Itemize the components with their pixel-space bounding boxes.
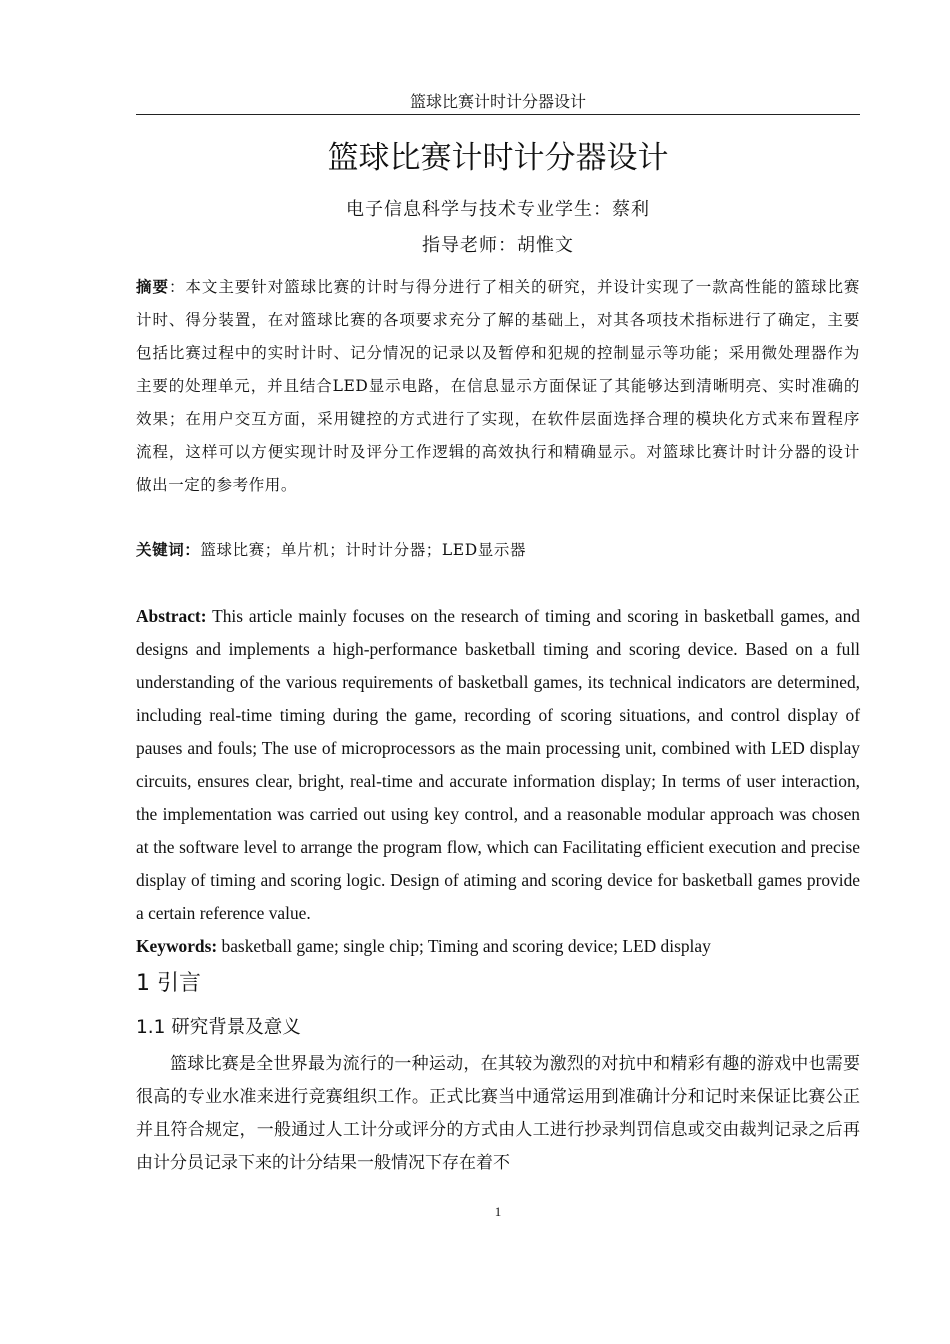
page-number: 1 [494, 1204, 502, 1219]
chinese-abstract-label: 摘要 [136, 277, 169, 296]
english-keywords [136, 930, 860, 963]
chinese-abstract-text: 本文主要针对篮球比赛的计时与得分进行了相关的研究，并设计实现了一款高性能的篮球比赛计时、得分装置，在对篮球比赛的各项要求充分了解的基础上，对其各项技术指标进行了确定，主要包括比赛过程中的实时计时、记分情况的记录以及暂停和犯规的控制显示等功能；采用微处理器作为主要的处理单元，并且结合LED显示电路，在信息显示方面保证了其能够达到清晰明亮、实时准确的效果；在用户交互方面，采用键控的方式进行了实现，在软件层面选择合理的模块化方式来布置程序流程，这样可以方便实现计时及评分工作逻辑的高效执行和精确显示。对篮球比赛计时计分器的设计做出一定的参考作用。 [136, 278, 861, 494]
english-abstract-text: This article mainly focuses on the research of timing and scoring in basketball games, and designs and implements a high-performance basketball timing and scoring device. Based on a full understanding of the various requirements of basketball games, its technical indicators are determined, including real-time timing during the game, recording of scoring situations, and control display of pauses and fouls; The use of microprocessors as the main processing unit, combined with LED display circuits, ensures clear, bright, real-time and accurate information display; In terms of user interaction, the implementation was carried out using key control, and a reasonable modular approach was chosen at the software level to arrange the program flow, which can Facilitating efficient execution and precise display of timing and scoring logic. Design of atiming and scoring device for basketball games provide a certain reference value. [136, 606, 860, 923]
paper-title: 篮球比赛计时计分器设计 [327, 140, 669, 176]
english-abstract [136, 600, 860, 930]
running-header: 篮球比赛计时计分器设计 [409, 92, 586, 111]
chinese-keywords [136, 533, 860, 567]
advisor-line: 指导老师：胡惟文 [422, 235, 574, 256]
body-paragraph: 篮球比赛是全世界最为流行的一种运动，在其较为激烈的对抗中和精彩有趣的游戏中也需要很高的专业水准来进行竞赛组织工作。正式比赛当中通常运用到准确计分和记时来保证比赛公正并且符合规定，一般通过人工计分或评分的方式由人工进行抄录判罚信息或交由裁判记录之后再由计分员记录下来的计分结果一般情况下存在着不 [136, 1054, 860, 1173]
english-keywords-label: Keywords: [136, 936, 218, 956]
chinese-abstract [136, 270, 860, 502]
header-divider [136, 114, 860, 115]
chinese-keywords-text: 篮球比赛；单片机；计时计分器；LED显示器 [200, 541, 527, 559]
chinese-abstract-separator: ： [168, 278, 186, 296]
english-keywords-text: basketball game; single chip; Timing and scoring device; LED display [221, 936, 711, 956]
english-abstract-label: Abstract: [136, 606, 207, 626]
author-line: 电子信息科学与技术专业学生：蔡利 [346, 199, 650, 220]
subsection-heading-background: 1.1 研究背景及意义 [136, 1017, 301, 1038]
chinese-keywords-label: 关键词： [136, 540, 201, 559]
section-heading-introduction: 1 引言 [136, 971, 201, 996]
